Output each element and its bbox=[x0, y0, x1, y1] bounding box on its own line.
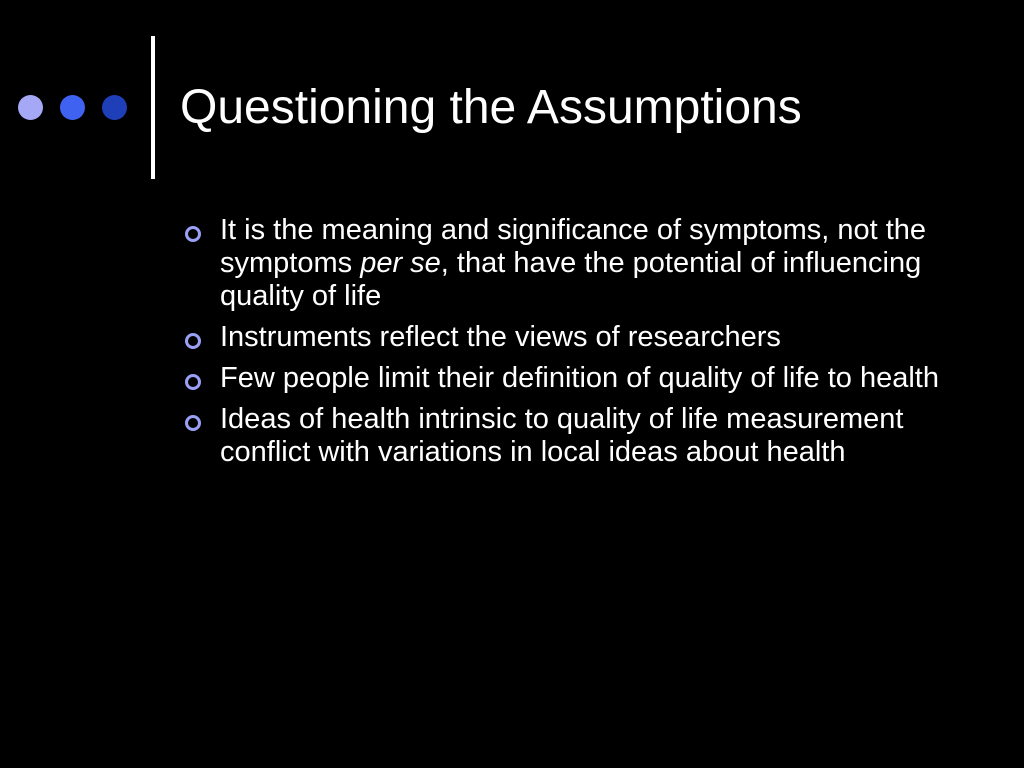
bullet-text-part: , that have the potential of influencing quality of life bbox=[220, 247, 922, 312]
bullet-text: Few people limit their definition of quality of life to health bbox=[220, 362, 939, 394]
decorative-dot-light bbox=[18, 95, 43, 120]
bullet-ring-icon bbox=[185, 226, 201, 242]
bullet-item bbox=[182, 362, 962, 395]
bullet-text-part: It is the meaning and significance of symptoms, not the symptoms bbox=[220, 214, 927, 279]
decorative-dots bbox=[18, 94, 144, 120]
bullet-item bbox=[182, 403, 962, 469]
bullet-ring-icon bbox=[185, 374, 201, 390]
bullet-item bbox=[182, 321, 962, 354]
bullet-list bbox=[182, 214, 962, 477]
bullet-text: Instruments reflect the views of researchers bbox=[220, 321, 781, 353]
bullet-ring-icon bbox=[185, 415, 201, 431]
title-divider bbox=[151, 36, 155, 179]
decorative-dot-medium bbox=[60, 95, 85, 120]
slide-title: Questioning the Assumptions bbox=[180, 81, 802, 134]
bullet-item bbox=[182, 214, 962, 313]
bullet-text-emphasis: per se bbox=[360, 247, 441, 279]
bullet-ring-icon bbox=[185, 333, 201, 349]
bullet-text: Ideas of health intrinsic to quality of life measurement conflict with variations in local ideas about health bbox=[220, 403, 904, 468]
decorative-dot-dark bbox=[102, 95, 127, 120]
bullet-text bbox=[220, 214, 926, 312]
